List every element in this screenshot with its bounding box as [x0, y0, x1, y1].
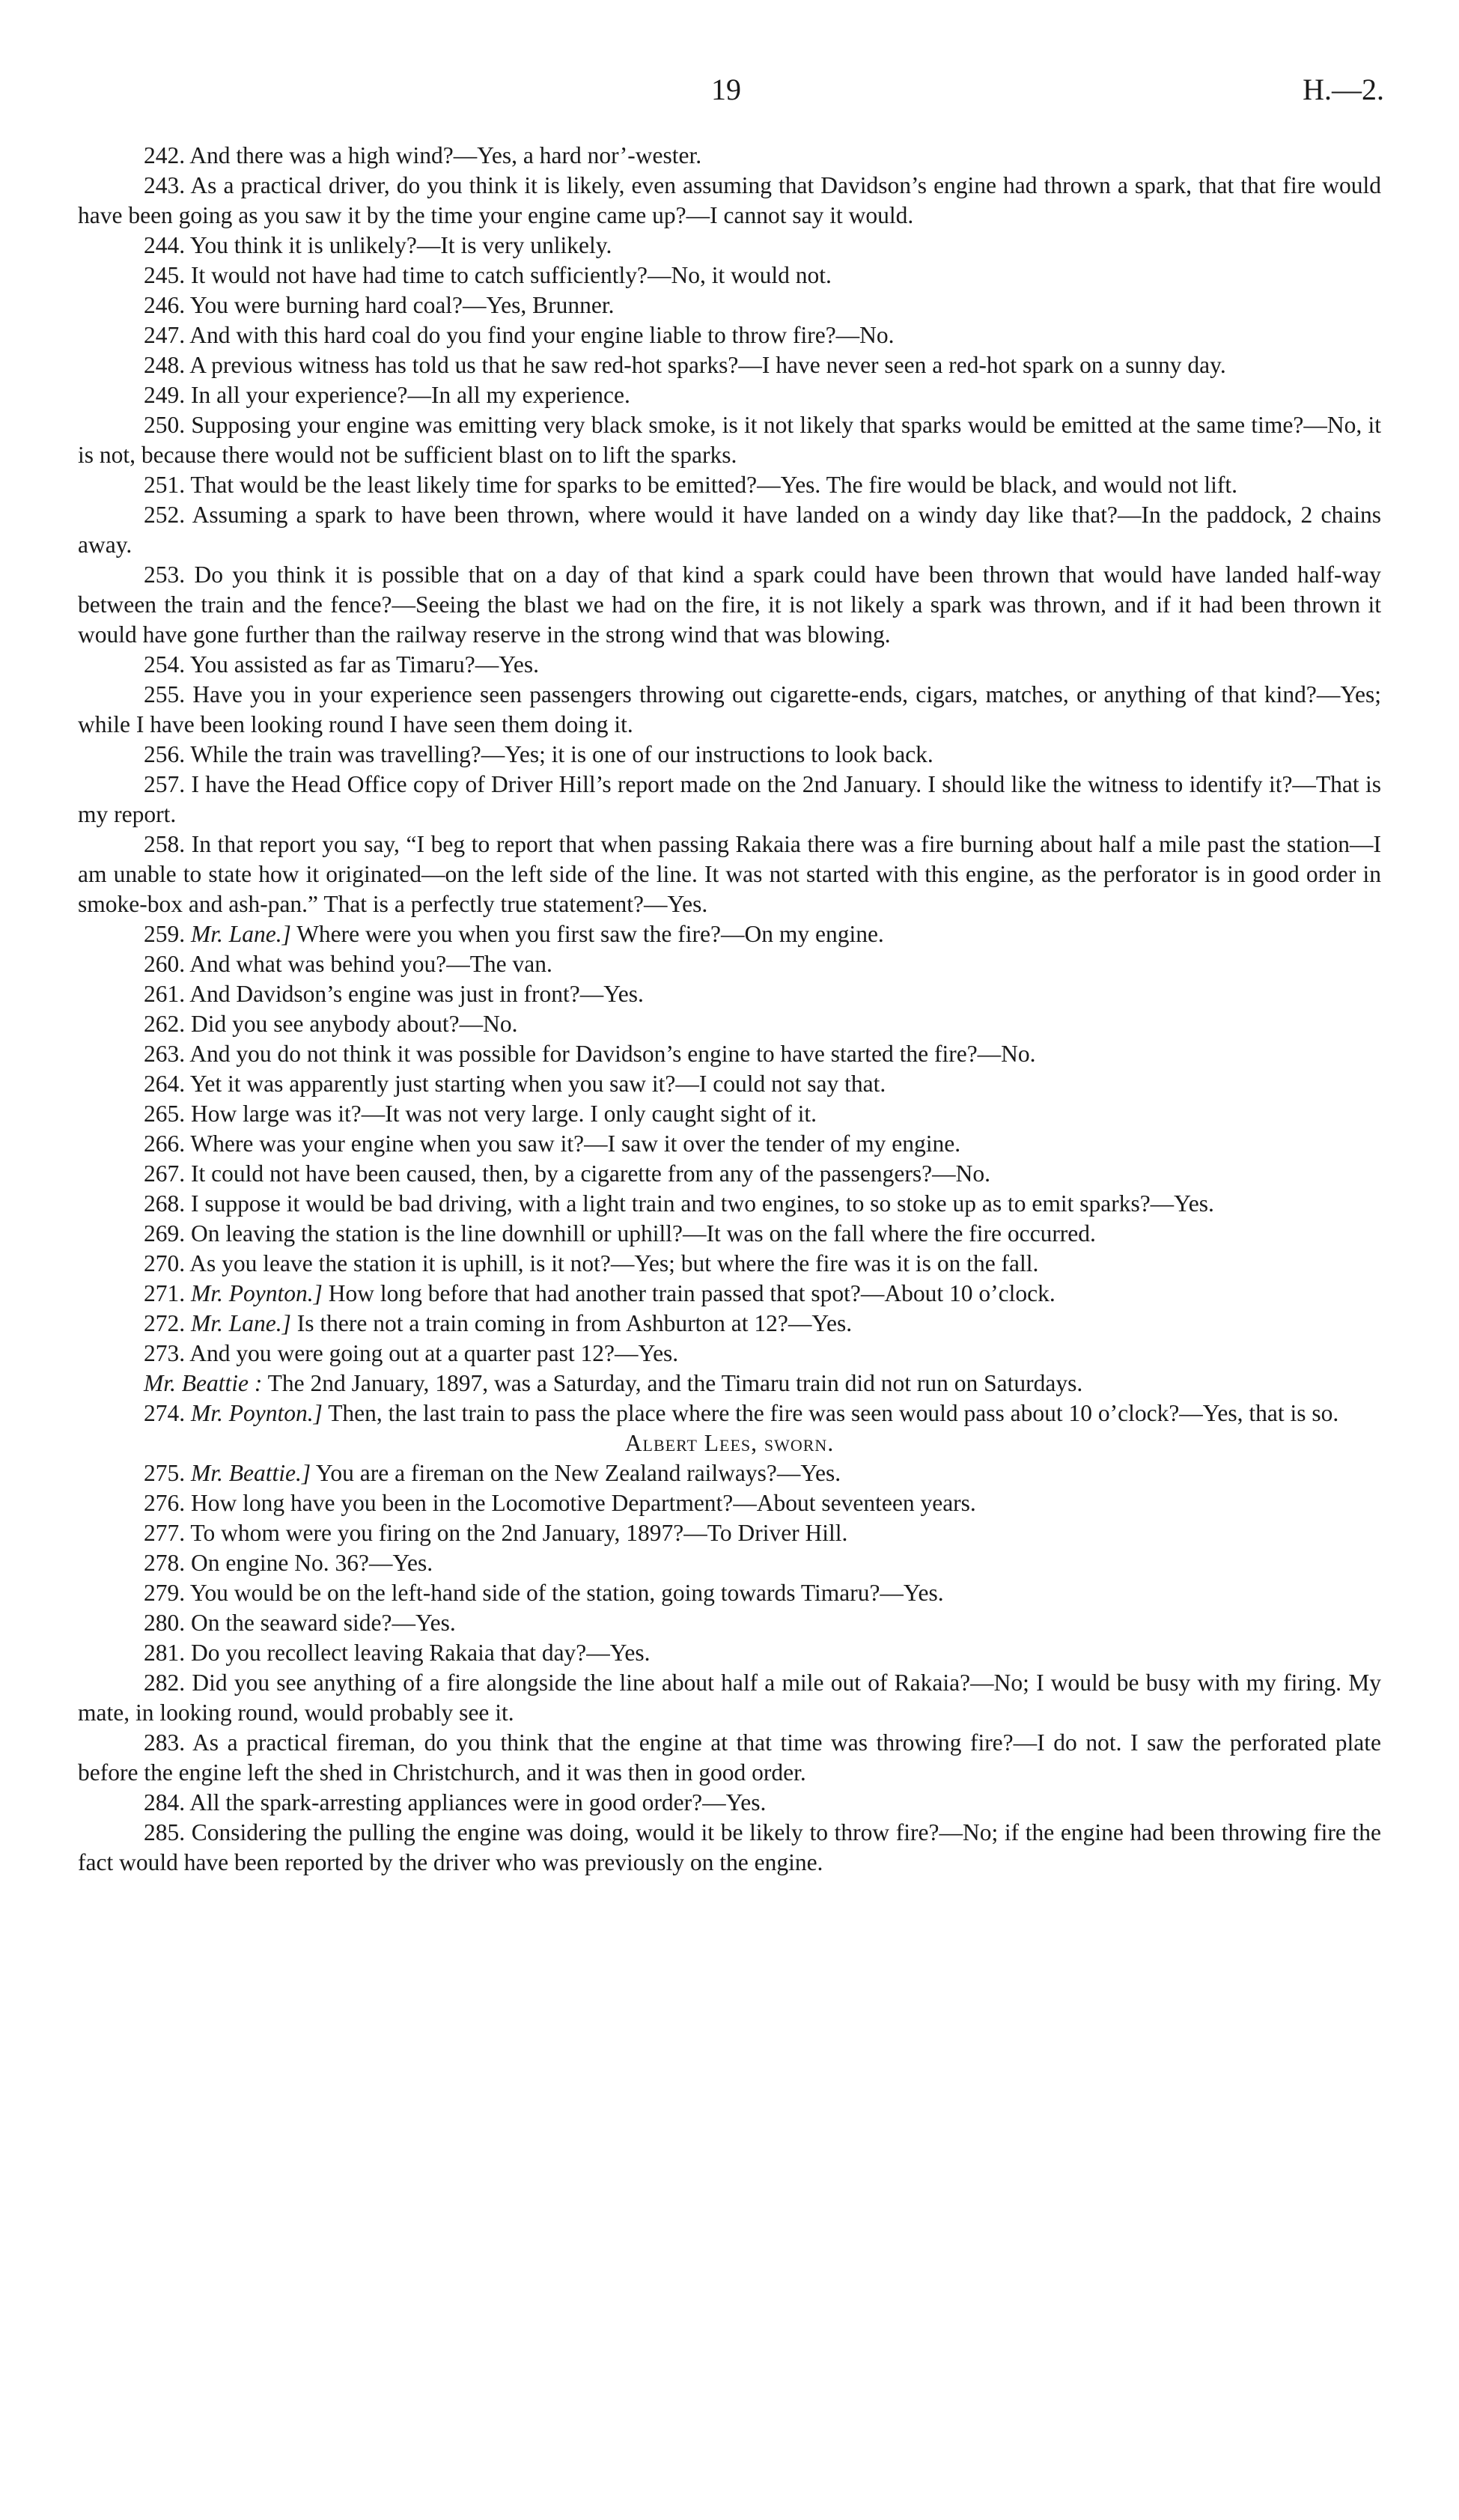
page-header — [0, 72, 1459, 117]
testimony-paragraph — [78, 1309, 1381, 1339]
testimony-paragraph: 257. I have the Head Office copy of Driver Hill’s report made on the 2nd January. I should like the witness to identify it?—That is my report. — [78, 771, 1381, 827]
testimony-paragraph: 283. As a practical fireman, do you think that the engine at that time was throwing fire?—I do not. I saw the perforated plate before the engine left the shed in Christchurch, and it was then in good order. — [78, 1729, 1381, 1786]
testimony-paragraph: 279. You would be on the left-hand side of the station, going towards Timaru?—Yes. — [144, 1580, 944, 1606]
testimony-paragraph: 282. Did you see anything of a fire alongside the line about half a mile out of Rakaia?—No; I would be busy with my firing. My mate, in looking round, would probably see it. — [78, 1670, 1381, 1726]
paragraph-text: The 2nd January, 1897, was a Saturday, and the Timaru train did not run on Saturdays. — [267, 1370, 1083, 1396]
testimony-paragraph: 285. Considering the pulling the engine was doing, would it be likely to throw fire?—No; if the engine had been throwing fire the fact would have been reported by the driver who was previously on the engine. — [78, 1819, 1381, 1875]
testimony-paragraph: 263. And you do not think it was possible for Davidson’s engine to have started the fire?—No. — [144, 1041, 1036, 1067]
testimony-paragraph: 251. That would be the least likely time for sparks to be emitted?—Yes. The fire would be black, and would not lift. — [144, 472, 1237, 498]
question-number: 275. — [144, 1460, 191, 1486]
testimony-paragraph: 269. On leaving the station is the line downhill or uphill?—It was on the fall where the fire occurred. — [144, 1220, 1096, 1247]
testimony-paragraph: 258. In that report you say, “I beg to report that when passing Rakaia there was a fire burning about half a mile past the station—I am unable to state how it originated—on the left side of the line. It was not started with this engine, as the perforator is in good order in smoke-box and ash-pan.” That is a perfectly true statement?—Yes. — [78, 831, 1381, 917]
testimony-paragraph: 277. To whom were you firing on the 2nd January, 1897?—To Driver Hill. — [144, 1520, 848, 1546]
testimony-paragraph: 246. You were burning hard coal?—Yes, Brunner. — [144, 292, 615, 318]
paragraph-text: Where were you when you first saw the fire?—On my engine. — [296, 921, 884, 947]
speaker-label: Mr. Poynton.] — [191, 1280, 323, 1306]
document-reference: H.—2. — [1303, 73, 1384, 106]
speaker-label: Mr. Lane.] — [191, 1310, 291, 1336]
question-number: 271. — [144, 1280, 191, 1306]
testimony-paragraph: 247. And with this hard coal do you find your engine liable to throw fire?—No. — [144, 322, 895, 348]
body-text — [78, 141, 1381, 1878]
testimony-paragraph — [78, 1369, 1381, 1399]
testimony-paragraph: 254. You assisted as far as Timaru?—Yes. — [144, 651, 539, 678]
testimony-paragraph: 268. I suppose it would be bad driving, with a light train and two engines, to so stoke up as to emit sparks?—Yes. — [144, 1190, 1214, 1217]
testimony-paragraph: 280. On the seaward side?—Yes. — [144, 1610, 456, 1636]
testimony-paragraph: 248. A previous witness has told us that he saw red-hot sparks?—I have never seen a red-hot spark on a sunny day. — [144, 352, 1226, 378]
question-number: 274. — [144, 1400, 191, 1426]
testimony-paragraph: 278. On engine No. 36?—Yes. — [144, 1550, 433, 1576]
testimony-paragraph: 261. And Davidson’s engine was just in front?—Yes. — [144, 981, 644, 1007]
testimony-paragraph: 250. Supposing your engine was emitting very black smoke, is it not likely that sparks would be emitted at the same time?—No, it is not, because there would not be sufficient blast on to lift the sparks. — [78, 412, 1381, 468]
testimony-paragraph: 253. Do you think it is possible that on a day of that kind a spark could have been thrown that would have landed half-way between the train and the fence?—Seeing the blast we had on the fire, it is not likely a spark was thrown, and if it had been thrown it would have gone further than the railway reserve in the strong wind that was blowing. — [78, 561, 1381, 648]
testimony-paragraph: 262. Did you see anybody about?—No. — [144, 1011, 518, 1037]
testimony-paragraph: 265. How large was it?—It was not very large. I only caught sight of it. — [144, 1101, 817, 1127]
speaker-label: Mr. Poynton.] — [191, 1400, 323, 1426]
testimony-paragraph: 273. And you were going out at a quarter past 12?—Yes. — [144, 1340, 679, 1366]
testimony-paragraph — [78, 919, 1381, 949]
question-number: 259. — [144, 921, 191, 947]
witness-heading: Albert Lees, sworn. — [624, 1430, 835, 1456]
speaker-label: Mr. Beattie.] — [191, 1460, 311, 1486]
page-number: 19 — [711, 73, 741, 106]
testimony-paragraph: 270. As you leave the station it is uphill, is it not?—Yes; but where the fire was it is on the fall. — [144, 1250, 1039, 1276]
testimony-paragraph: 245. It would not have had time to catch sufficiently?—No, it would not. — [144, 262, 832, 288]
testimony-paragraph: 249. In all your experience?—In all my experience. — [144, 382, 630, 408]
speaker-label: Mr. Lane.] — [191, 921, 291, 947]
question-number: 272. — [144, 1310, 191, 1336]
testimony-paragraph: 267. It could not have been caused, then, by a cigarette from any of the passengers?—No. — [144, 1160, 990, 1187]
testimony-paragraph: 260. And what was behind you?—The van. — [144, 951, 552, 977]
testimony-paragraph: 266. Where was your engine when you saw it?—I saw it over the tender of my engine. — [144, 1130, 961, 1157]
testimony-paragraph: 242. And there was a high wind?—Yes, a hard nor’-wester. — [144, 142, 702, 168]
testimony-paragraph: 281. Do you recollect leaving Rakaia that day?—Yes. — [144, 1640, 651, 1666]
testimony-paragraph: 252. Assuming a spark to have been thrown, where would it have landed on a windy day like that?—In the paddock, 2 chains away. — [78, 502, 1381, 558]
paragraph-text: Is there not a train coming in from Ashburton at 12?—Yes. — [296, 1310, 853, 1336]
testimony-paragraph: 244. You think it is unlikely?—It is very unlikely. — [144, 232, 612, 258]
testimony-paragraph: 256. While the train was travelling?—Yes; it is one of our instructions to look back. — [144, 741, 933, 767]
testimony-paragraph: 284. All the spark-arresting appliances were in good order?—Yes. — [144, 1789, 767, 1816]
speaker-label: Mr. Beattie : — [144, 1370, 263, 1396]
testimony-paragraph: 264. Yet it was apparently just starting when you saw it?—I could not say that. — [144, 1071, 886, 1097]
testimony-paragraph — [78, 1279, 1381, 1309]
paragraph-text: How long before that had another train passed that spot?—About 10 o’clock. — [328, 1280, 1056, 1306]
paragraph-text: Then, the last train to pass the place where the fire was seen would pass about 10 o’clock?—Yes, that is so. — [328, 1400, 1339, 1426]
testimony-paragraph — [78, 1399, 1381, 1428]
testimony-paragraph: 255. Have you in your experience seen passengers throwing out cigarette-ends, cigars, matches, or anything of that kind?—Yes; while I have been looking round I have seen them doing it. — [78, 681, 1381, 737]
paragraph-text: You are a fireman on the New Zealand railways?—Yes. — [315, 1460, 841, 1486]
testimony-paragraph — [78, 1458, 1381, 1488]
testimony-paragraph: 243. As a practical driver, do you think it is likely, even assuming that Davidson’s engine had thrown a spark, that that fire would have been going as you saw it by the time your engine came up?—I cannot say it would. — [78, 172, 1381, 228]
testimony-paragraph: 276. How long have you been in the Locomotive Department?—About seventeen years. — [144, 1490, 976, 1516]
